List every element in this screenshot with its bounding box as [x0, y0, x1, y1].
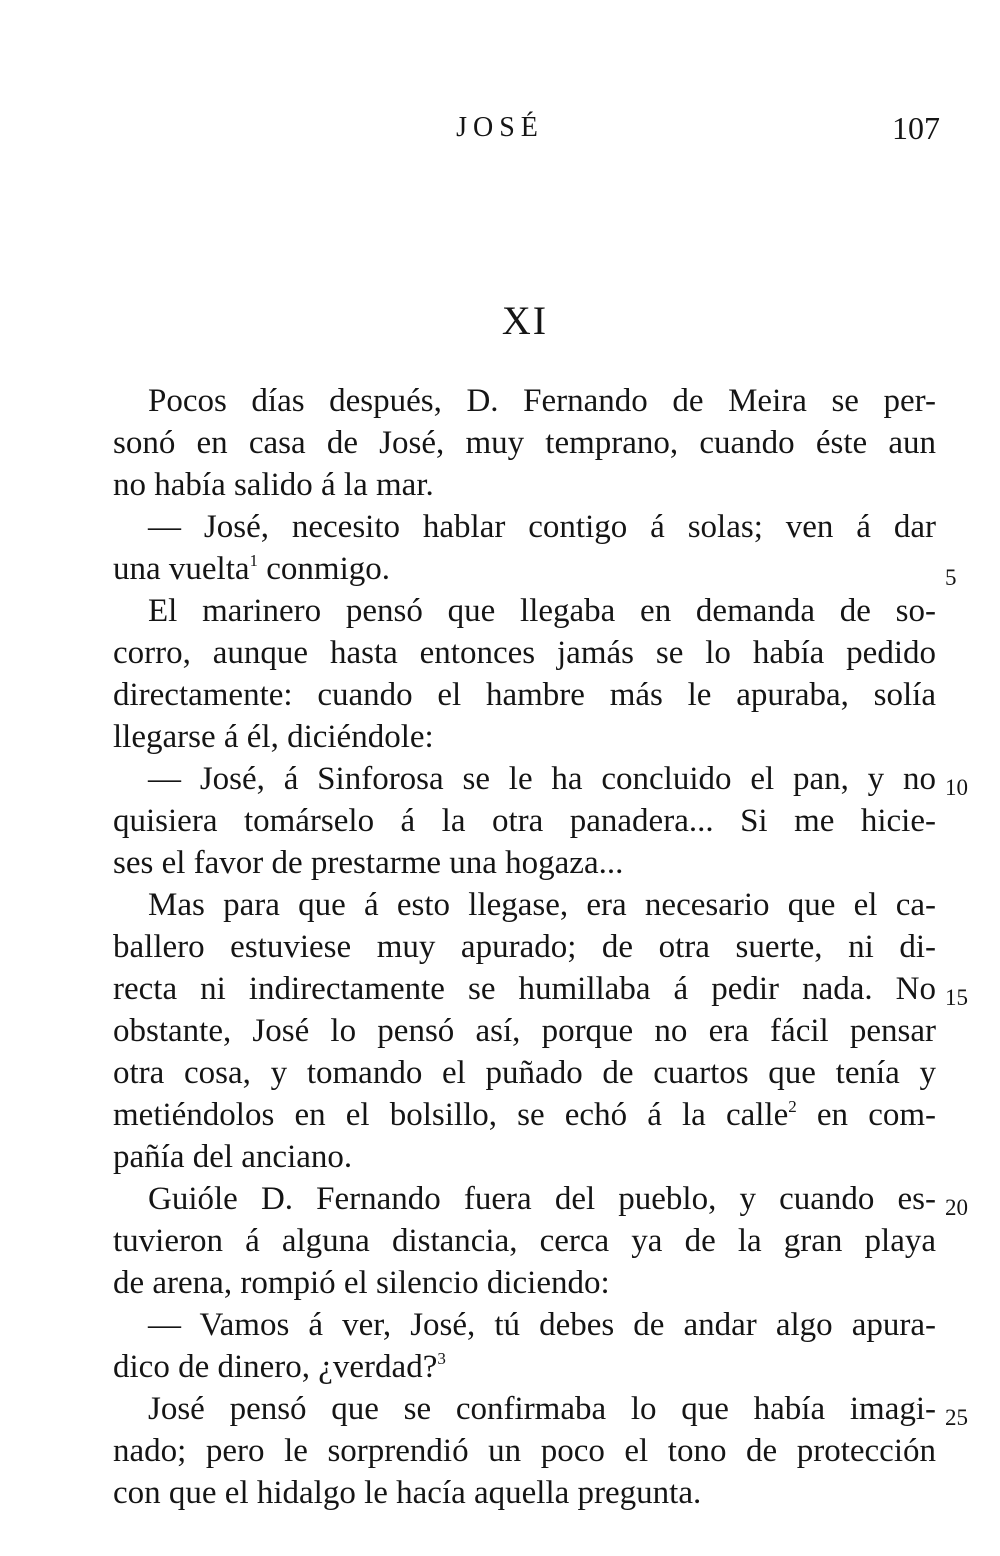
line-text: de arena, rompió el silencio diciendo:	[113, 1265, 610, 1301]
chapter-title: XI	[501, 298, 549, 343]
text-line	[113, 1178, 936, 1220]
text-line	[113, 506, 936, 548]
line-text: dico de dinero, ¿verdad?	[113, 1349, 438, 1385]
line-text: Mas para que á esto llegase, era necesario que el ca-	[148, 887, 936, 923]
line-text: Guióle D. Fernando fuera del pueblo, y cuando es-	[148, 1181, 936, 1217]
line-text: llegarse á él, diciéndole:	[113, 719, 434, 755]
text-line	[113, 716, 936, 758]
line-text: — José, á Sinforosa se le ha concluido el pan, y no	[148, 761, 936, 797]
line-text: corro, aunque hasta entonces jamás se lo había pedido	[113, 635, 936, 671]
text-line	[113, 674, 936, 716]
text-line	[113, 1388, 936, 1430]
text-line	[113, 380, 936, 422]
line-text: El marinero pensó que llegaba en demanda de so-	[148, 593, 936, 629]
text-line	[113, 548, 936, 590]
text-line	[113, 800, 936, 842]
footnote-marker: 2	[788, 1097, 797, 1116]
line-text: ballero estuviese muy apurado; de otra suerte, ni di-	[113, 929, 936, 965]
text-line	[113, 632, 936, 674]
line-text: sonó en casa de José, muy temprano, cuando éste aun	[113, 425, 936, 461]
line-text: pañía del anciano.	[113, 1139, 353, 1175]
line-text: no había salido á la mar.	[113, 467, 434, 503]
footnote-marker: 3	[437, 1349, 446, 1368]
line-text: recta ni indirectamente se humillaba á pedir nada. No	[113, 971, 936, 1007]
line-text: obstante, José lo pensó así, porque no era fácil pensar	[113, 1013, 936, 1049]
page-number: 107	[892, 110, 940, 146]
line-text: Pocos días después, D. Fernando de Meira se per-	[148, 383, 936, 419]
text-line	[113, 1010, 936, 1052]
footnote-marker: 1	[249, 551, 259, 570]
line-text: otra cosa, y tomando el puñado de cuartos que tenía y	[113, 1055, 936, 1091]
line-text: una vuelta	[113, 551, 250, 587]
line-text: directamente: cuando el hambre más le apuraba, solía	[113, 677, 936, 713]
line-number: 20	[945, 1195, 968, 1220]
line-text: en com-	[796, 1097, 936, 1133]
body-text	[113, 380, 936, 1514]
text-line	[113, 590, 936, 632]
text-line	[113, 926, 936, 968]
text-line	[113, 1472, 936, 1514]
text-line	[113, 1304, 936, 1346]
line-text: quisiera tomárselo á la otra panadera... Si me hicie-	[113, 803, 936, 839]
text-line	[113, 422, 936, 464]
text-line	[113, 1136, 936, 1178]
text-line	[113, 1430, 936, 1472]
text-line	[113, 968, 936, 1010]
line-number: 5	[945, 565, 957, 590]
line-text: — Vamos á ver, José, tú debes de andar algo apura-	[148, 1307, 936, 1343]
line-text: conmigo.	[258, 551, 391, 587]
text-line	[113, 1262, 936, 1304]
text-line	[113, 1094, 936, 1136]
line-text: — José, necesito hablar contigo á solas; ven á dar	[148, 509, 936, 545]
line-text: con que el hidalgo le hacía aquella pregunta.	[113, 1475, 702, 1511]
line-text: ses el favor de prestarme una hogaza...	[113, 845, 624, 881]
text-line	[113, 1052, 936, 1094]
running-title: JOSÉ	[456, 112, 544, 143]
text-line	[113, 1220, 936, 1262]
text-line	[113, 464, 936, 506]
line-number: 15	[945, 985, 968, 1010]
text-line	[113, 884, 936, 926]
text-line	[113, 758, 936, 800]
text-line	[113, 1346, 936, 1388]
line-number: 25	[945, 1405, 968, 1430]
text-line	[113, 842, 936, 884]
line-text: José pensó que se confirmaba lo que había imagi-	[148, 1391, 936, 1427]
line-text: nado; pero le sorprendió un poco el tono de protección	[113, 1433, 936, 1469]
line-text: metiéndolos en el bolsillo, se echó á la calle	[113, 1097, 789, 1133]
line-number: 10	[945, 775, 968, 800]
line-text: tuvieron á alguna distancia, cerca ya de la gran playa	[113, 1223, 936, 1259]
